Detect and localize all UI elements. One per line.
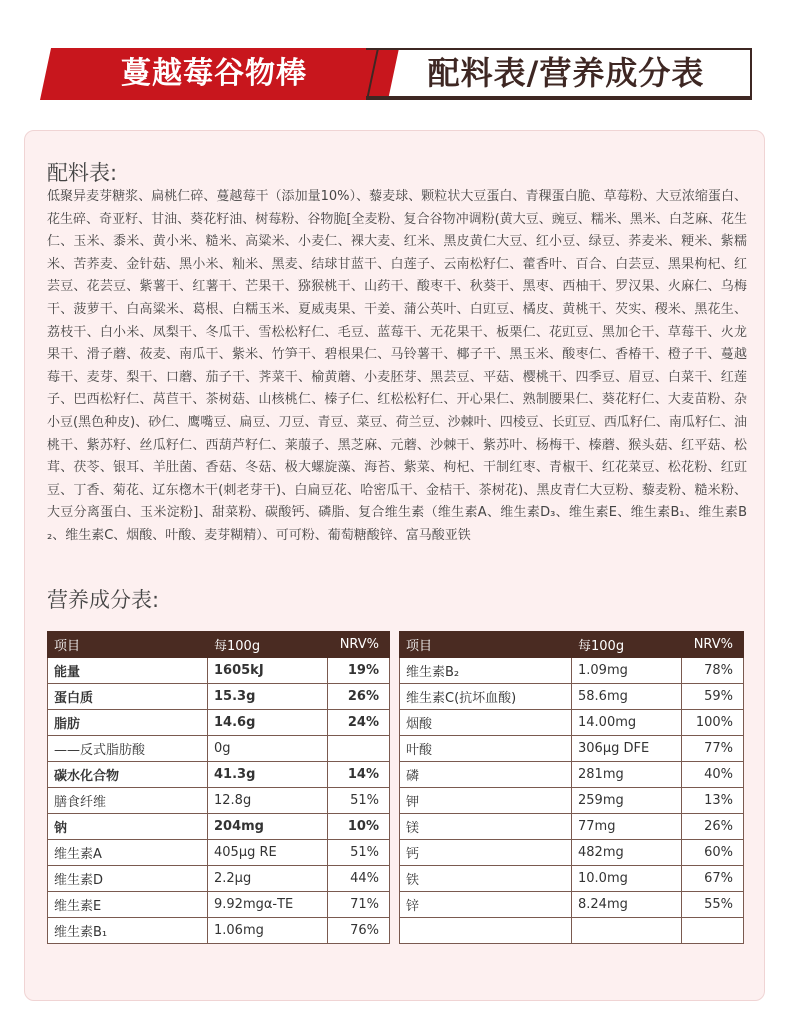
nutrient-amount: 77mg [572,814,682,840]
table-row [48,710,390,736]
nutrition-table-right [399,631,744,944]
table-row [48,866,390,892]
column-header-item: 项目 [400,632,572,658]
page-header [40,44,752,100]
nutrient-amount: 405μg RE [208,840,328,866]
nutrient-amount: 0g [208,736,328,762]
table-row [48,762,390,788]
nutrient-amount: 2.2μg [208,866,328,892]
nutrient-name [400,918,572,944]
nutrient-nrv: 14% [328,762,390,788]
nutrient-name: 维生素B₁ [48,918,208,944]
nutrient-name: 烟酸 [400,710,572,736]
nutrient-name: 维生素D [48,866,208,892]
nutrient-name: 钾 [400,788,572,814]
column-header-nrv: NRV% [328,632,390,658]
nutrient-nrv: 100% [682,710,744,736]
table-row [48,788,390,814]
nutrition-heading: 营养成分表: [47,588,160,612]
table-row [400,814,744,840]
nutrient-amount: 306μg DFE [572,736,682,762]
nutrient-nrv: 59% [682,684,744,710]
nutrient-nrv: 55% [682,892,744,918]
table-row [48,658,390,684]
nutrient-name: 膳食纤维 [48,788,208,814]
nutrient-amount: 12.8g [208,788,328,814]
nutrient-nrv: 76% [328,918,390,944]
column-header-per100g: 每100g [572,632,682,658]
nutrient-nrv [682,918,744,944]
table-row [400,684,744,710]
nutrient-amount: 14.6g [208,710,328,736]
table-header-row [400,632,744,658]
nutrient-name: 碳水化合物 [48,762,208,788]
table-row [400,762,744,788]
nutrient-amount: 58.6mg [572,684,682,710]
nutrient-name: 镁 [400,814,572,840]
table-row [48,892,390,918]
nutrient-nrv: 10% [328,814,390,840]
nutrient-amount: 204mg [208,814,328,840]
nutrient-name: 维生素B₂ [400,658,572,684]
nutrient-nrv: 13% [682,788,744,814]
nutrient-nrv: 19% [328,658,390,684]
table-row [48,814,390,840]
nutrient-amount: 1.09mg [572,658,682,684]
table-row [400,892,744,918]
nutrient-name: 维生素C(抗坏血酸) [400,684,572,710]
nutrient-nrv: 60% [682,840,744,866]
nutrient-name: 能量 [48,658,208,684]
nutrient-nrv: 67% [682,866,744,892]
ingredients-heading: 配料表: [47,161,118,185]
table-row [48,918,390,944]
table-row [400,918,744,944]
nutrient-amount: 41.3g [208,762,328,788]
nutrient-name: 维生素A [48,840,208,866]
nutrient-name: 钙 [400,840,572,866]
table-row [48,840,390,866]
product-name: 蔓越莓谷物棒 [121,56,307,91]
table-row [400,710,744,736]
nutrient-amount: 10.0mg [572,866,682,892]
nutrient-amount: 14.00mg [572,710,682,736]
nutrient-nrv: 78% [682,658,744,684]
nutrient-nrv: 51% [328,840,390,866]
nutrient-nrv: 26% [328,684,390,710]
nutrient-amount [572,918,682,944]
table-title: 配料表/营养成分表 [427,54,705,92]
nutrient-nrv: 44% [328,866,390,892]
ingredients-text: 低聚异麦芽糖浆、扁桃仁碎、蔓越莓干（添加量10%）、藜麦球、颗粒状大豆蛋白、青稞蛋白脆、草莓粉、大豆浓缩蛋白、花生碎、奇亚籽、甘油、葵花籽油、树莓粉、谷物脆[全麦粉、复合谷物冲调粉(黄大豆、豌豆、糯米、黑米、白芝麻、花生仁、玉米、黍米、黄小米、糙米、高粱米、小麦仁、裸大麦、红米、黑皮黄仁大豆、红小豆、绿豆、荞麦米、粳米、紫糯米、苦荞麦、金针菇、黑小米、籼米、黑麦、结球甘蓝干、白莲子、云南松籽仁、藿香叶、百合、白芸豆、黑果枸杞、红芸豆、花芸豆、紫薯干、红薯干、芒果干、猕猴桃干、山药干、酸枣干、秋葵干、黑枣、西柚干、罗汉果、火麻仁、乌梅干、菠萝干、白高粱米、葛根、白糯玉米、夏威夷果、干姜、蒲公英叶、白豇豆、橘皮、黄桃干、芡实、稷米、黑花生、荔枝干、白小米、凤梨干、冬瓜干、雪松松籽仁、毛豆、蓝莓干、无花果干、板栗仁、花豇豆、黑加仑干、草莓干、火龙果干、滑子蘑、莜麦、南瓜干、紫米、竹笋干、碧根果仁、马铃薯干、椰子干、黑玉米、酸枣仁、香椿干、橙子干、蔓越莓干、麦芽、梨干、口蘑、茄子干、荠菜干、榆黄蘑、小麦胚芽、黑芸豆、平菇、樱桃干、四季豆、眉豆、白菜干、红莲子、巴西松籽仁、莴苣干、茶树菇、山核桃仁、榛子仁、红松松籽仁、开心果仁、熟制腰果仁、葵花籽仁、大麦苗粉、杂小豆(黑色种皮)、砂仁、鹰嘴豆、扁豆、刀豆、青豆、菜豆、荷兰豆、沙棘叶、四棱豆、长豇豆、西瓜籽仁、南瓜籽仁、油桃干、紫苏籽、丝瓜籽仁、西葫芦籽仁、莱菔子、黑芝麻、元蘑、沙棘干、紫苏叶、杨梅干、榛蘑、猴头菇、红平菇、松茸、茯苓、银耳、羊肚菌、香菇、冬菇、极大螺旋藻、海苔、紫菜、枸杞、干制红枣、青椒干、红花菜豆、松花粉、红豇豆、丁香、菊花、辽东楤木干(刺老芽干)、白扁豆花、哈密瓜干、金桔干、茶树花)、黑皮青仁大豆粉、藜麦粉、糙米粉、大豆分离蛋白、玉米淀粉]、甜菜粉、碳酸钙、磷脂、复合维生素（维生素A、维生素D₃、维生素E、维生素B₁、维生素B₂、维生素C、烟酸、叶酸、麦芽糊精）、可可粉、葡萄糖酸锌、富马酸亚铁 [47,189,747,543]
table-row [400,788,744,814]
nutrient-nrv: 26% [682,814,744,840]
table-row [48,684,390,710]
nutrient-nrv: 51% [328,788,390,814]
nutrient-name: 铁 [400,866,572,892]
nutrient-nrv: 24% [328,710,390,736]
nutrient-name: 钠 [48,814,208,840]
nutrient-amount: 9.92mgα-TE [208,892,328,918]
column-header-item: 项目 [48,632,208,658]
table-row [400,866,744,892]
nutrient-name: 磷 [400,762,572,788]
nutrient-amount: 1.06mg [208,918,328,944]
table-row [400,840,744,866]
nutrient-name: 叶酸 [400,736,572,762]
nutrient-amount: 15.3g [208,684,328,710]
nutrient-nrv: 71% [328,892,390,918]
table-header-row [48,632,390,658]
table-row [48,736,390,762]
nutrient-amount: 482mg [572,840,682,866]
nutrient-name: ——反式脂肪酸 [48,736,208,762]
column-header-per100g: 每100g [208,632,328,658]
nutrient-name: 脂肪 [48,710,208,736]
nutrient-amount: 8.24mg [572,892,682,918]
nutrient-nrv: 77% [682,736,744,762]
nutrient-name: 锌 [400,892,572,918]
nutrient-nrv [328,736,390,762]
table-row [400,736,744,762]
nutrient-nrv: 40% [682,762,744,788]
nutrition-table-left [47,631,390,944]
column-header-nrv: NRV% [682,632,744,658]
table-row [400,658,744,684]
nutrient-amount: 259mg [572,788,682,814]
nutrient-name: 蛋白质 [48,684,208,710]
nutrient-name: 维生素E [48,892,208,918]
nutrient-amount: 1605kJ [208,658,328,684]
nutrient-amount: 281mg [572,762,682,788]
